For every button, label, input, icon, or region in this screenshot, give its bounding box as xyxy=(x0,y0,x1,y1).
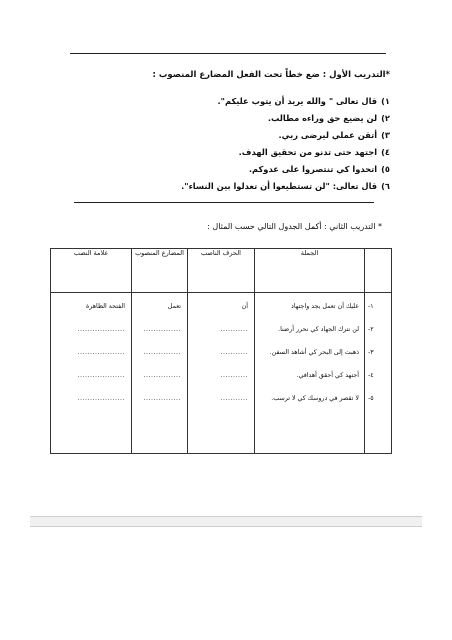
header-mark: علامة النصب xyxy=(51,249,132,293)
exercise1-item xyxy=(130,128,390,145)
exercise2-table xyxy=(50,248,392,454)
exercise1-item xyxy=(130,145,390,162)
cell-particle-row2: ........... xyxy=(220,326,248,333)
cell-mark-row1: الفتحة الظاهرة xyxy=(85,303,125,310)
item-text: اتحدوا كي تنتصروا على عدوكم. xyxy=(248,164,378,174)
exercise1-item xyxy=(130,111,390,128)
exercise1-list xyxy=(130,94,390,196)
cell-num-row2: -٢ xyxy=(368,326,374,333)
item-text: أتقن عملي ليرضى ربي. xyxy=(278,130,378,140)
column-sentence xyxy=(255,293,365,454)
cell-particle-row1: أن xyxy=(241,303,248,310)
item-number: ٦) xyxy=(381,181,390,191)
item-number: ٢) xyxy=(381,113,390,123)
cell-num-row4: -٤ xyxy=(368,372,374,379)
cell-sentence-row4: أجتهد كي أحقق أهدافي. xyxy=(296,372,359,379)
cell-num-row3: -٣ xyxy=(368,349,374,356)
footer-bar xyxy=(30,516,422,527)
cell-verb-row4: ............... xyxy=(143,372,181,379)
cell-verb-row1: تعمل xyxy=(167,303,181,310)
cell-sentence-row2: لن نترك الجهاد كي نحرر أرضنا. xyxy=(278,326,359,333)
item-text: قال تعالى " والله يريد أن يتوب عليكم". xyxy=(217,96,378,106)
cell-num-row5: -٥ xyxy=(368,395,374,402)
item-text: لن يضيع حق وراءه مطالب. xyxy=(267,113,378,123)
exercise1-item xyxy=(130,179,390,196)
cell-verb-row2: ............... xyxy=(143,326,181,333)
cell-mark-row2: ................... xyxy=(77,326,125,333)
cell-sentence-row3: ذهبت إلى البحر كي أشاهد السفن. xyxy=(269,349,359,356)
top-rule xyxy=(70,53,386,54)
header-particle: الحرف الناصب xyxy=(188,249,255,293)
cell-mark-row3: ................... xyxy=(77,349,125,356)
column-verb xyxy=(132,293,188,454)
item-number: ٣) xyxy=(381,130,390,140)
column-particle xyxy=(188,293,255,454)
cell-sentence-row5: لا تقصر في دروسك كي لا ترسب. xyxy=(271,395,359,402)
exercise1-item xyxy=(130,94,390,111)
exercise2-heading: * التدريب الثاني : أكمل الجدول التالي حسب المثال : xyxy=(207,222,382,231)
exercise1-heading: *التدريب الأول : ضع خطاً تحت الفعل المضارع المنصوب : xyxy=(152,70,390,80)
cell-particle-row3: ........... xyxy=(220,349,248,356)
column-number xyxy=(365,293,392,454)
cell-mark-row4: ................... xyxy=(77,372,125,379)
cell-particle-row4: ........... xyxy=(220,372,248,379)
cell-num-row1: -١ xyxy=(368,303,374,310)
exercise1-item xyxy=(130,162,390,179)
middle-rule xyxy=(74,202,374,203)
item-text: اجتهد حتى تدنو من تحقيق الهدف. xyxy=(238,147,378,157)
column-mark xyxy=(51,293,132,454)
cell-particle-row5: ........... xyxy=(220,395,248,402)
item-number: ٥) xyxy=(381,164,390,174)
header-verb: المضارع المنصوب xyxy=(132,249,188,293)
cell-verb-row5: ............... xyxy=(143,395,181,402)
item-number: ٤) xyxy=(381,147,390,157)
header-sentence: الجملة xyxy=(255,249,365,293)
header-number xyxy=(365,249,392,293)
cell-verb-row3: ............... xyxy=(143,349,181,356)
item-number: ١) xyxy=(381,96,390,106)
cell-sentence-row1: عليك أن تعمل بجد واجتهاد xyxy=(291,303,359,310)
item-text: قال تعالى: "لن تستطيعوا أن تعدلوا بين النساء". xyxy=(181,181,378,191)
cell-mark-row5: ................... xyxy=(77,395,125,402)
